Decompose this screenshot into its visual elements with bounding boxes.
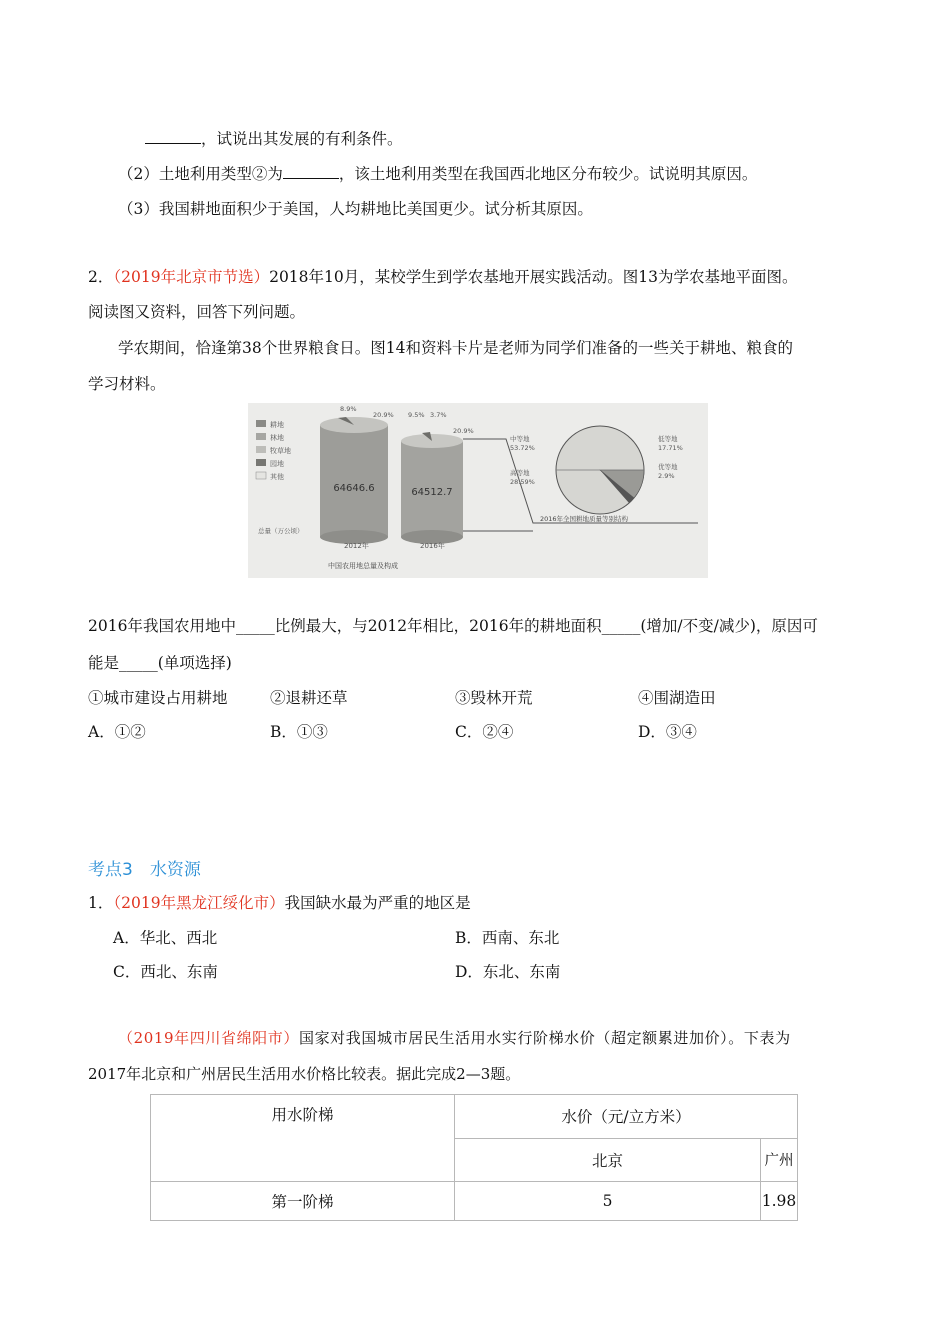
q2-line3: 学农期间，恰逢第38个世界粮食日。图14和资料卡片是老师为同学们准备的一些关于耕地、粮食的 [118,339,793,357]
quality-pie [556,426,644,514]
answer-blank [283,164,339,179]
prev-question-line2: （2）土地利用类型②为 ，该土地利用类型在我国西北地区分布较少。试说明其原因。 [118,165,758,183]
tier-cell: 第一阶梯 [151,1182,455,1221]
q3-2-line1: （2019年四川省绵阳市）国家对我国城市居民生活用水实行阶梯水价（超定额累进加价）。下表为 [118,1029,791,1047]
price-header: 水价（元/立方米） [455,1095,798,1139]
q3-1-option-a: A．华北、西北 [113,929,218,947]
q2-option-d: D．③④ [638,723,697,741]
svg-text:优等地: 优等地 [658,463,678,471]
svg-text:高等地: 高等地 [510,469,530,477]
q2-option-b: B．①③ [270,723,328,741]
svg-text:20.9%: 20.9% [373,411,394,419]
svg-text:3.7%: 3.7% [430,411,447,419]
svg-text:2.9%: 2.9% [658,472,675,480]
cylinder-2016 [401,432,463,544]
q3-1-option-c: C．西北、东南 [113,963,218,981]
svg-text:园地: 园地 [270,460,284,468]
water-price-table [150,1094,798,1221]
beijing-price: 5 [455,1182,761,1221]
q3-2-source: （2019年四川省绵阳市） [118,1029,299,1047]
svg-text:中等地: 中等地 [510,435,530,443]
q2-question-line1: 2016年我国农用地中_____比例最大，与2012年相比，2016年的耕地面积_____(增加/不变/减少)，原因可 [88,617,818,635]
prev-question-line3: （3）我国耕地面积少于美国，人均耕地比美国更少。试分析其原因。 [118,200,593,218]
svg-text:17.71%: 17.71% [658,444,683,452]
pie-caption: 2016年全国耕地质量等别结构 [540,515,629,523]
svg-text:低等地: 低等地 [658,435,678,443]
total-label: 总量（万公顷） [258,527,304,535]
q2-option-c: C．②④ [455,723,514,741]
svg-text:牧草地: 牧草地 [270,447,291,455]
answer-blank [145,129,201,144]
prev-question-line1: ，试说出其发展的有利条件。 [145,127,403,149]
cylinder-2012-value: 64646.6 [333,483,375,494]
q2-line1: 2．（2019年北京市节选）2018年10月，某校学生到学农基地开展实践活动。图13为学农基地平面图。 [88,268,798,286]
svg-text:20.9%: 20.9% [453,427,474,435]
svg-text:28.59%: 28.59% [510,478,535,486]
section-title: 考点3 水资源 [88,860,201,880]
svg-text:53.72%: 53.72% [510,444,535,452]
year-2012: 2012年 [344,542,369,550]
q2-question-line2: 能是_____(单项选择) [88,654,232,672]
year-2016: 2016年 [420,542,445,550]
q3-1-stem: 1．（2019年黑龙江绥化市）我国缺水最为严重的地区是 [88,894,471,912]
q2-line4: 学习材料。 [88,375,166,393]
city-beijing: 北京 [455,1138,761,1182]
table-row [151,1182,798,1221]
q3-1-option-d: D．东北、东南 [455,963,561,981]
q3-1-option-b: B．西南、东北 [455,929,560,947]
svg-text:其他: 其他 [270,473,284,481]
q2-line2: 阅读图又资料，回答下列问题。 [88,303,306,321]
q2-item-4: ④围湖造田 [638,689,716,707]
guangzhou-price: 1.98 [761,1182,798,1221]
q2-option-a: A．①② [88,723,146,741]
city-guangzhou: 广州 [761,1138,798,1182]
q2-item-3: ③毁林开荒 [455,689,533,707]
tier-header: 用水阶梯 [151,1095,455,1182]
q2-item-1: ①城市建设占用耕地 [88,689,228,707]
cylinder-2012 [320,417,388,544]
figure-caption: 中国农用地总量及构成 [328,562,398,570]
q2-source: （2019年北京市节选） [113,268,270,286]
cylinder-2016-value: 64512.7 [411,487,453,498]
svg-text:8.9%: 8.9% [340,405,357,413]
figure-legend [256,420,291,481]
q3-2-line2: 2017年北京和广州居民生活用水价格比较表。据此完成2—3题。 [88,1065,521,1083]
farmland-figure [248,403,708,578]
svg-text:9.5%: 9.5% [408,411,425,419]
q3-1-source: （2019年黑龙江绥化市） [113,894,285,912]
svg-text:林地: 林地 [270,434,284,442]
svg-text:耕地: 耕地 [270,421,284,429]
q2-item-2: ②退耕还草 [270,689,348,707]
